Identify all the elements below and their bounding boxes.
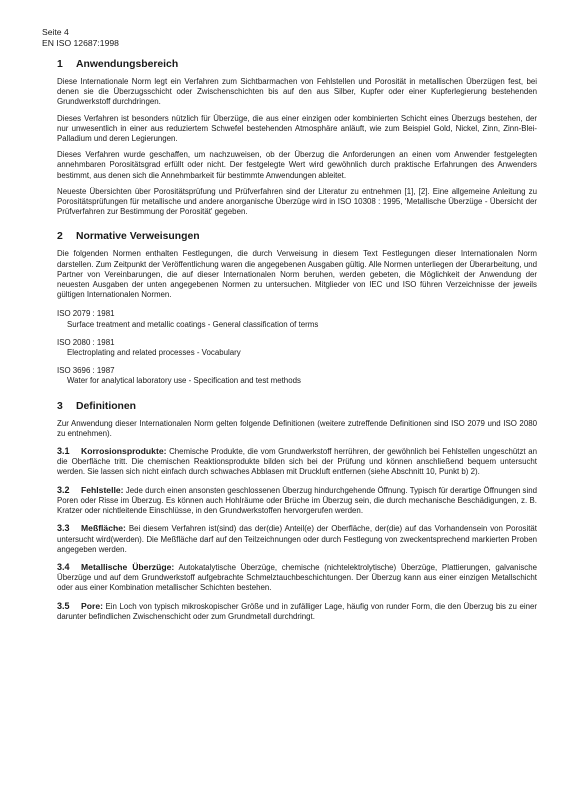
definition-text: Bei diesem Verfahren ist(sind) das der(die) Anteil(e) der Oberfläche, der(die) auf das Vorhandensein von Porosität untersucht wird(werden). Die Meßfläche darf auf den Teilzeichnungen oder durch Festlegung von zweckentsprechend markierten Proben angegeben werden. — [57, 524, 537, 554]
section-1-paragraph-3: Dieses Verfahren wurde geschaffen, um nachzuweisen, ob der Überzug die Anforderungen an einen vom Anwender festgelegten annehmbaren Porositätsgrad erfüllt oder nicht. Der festgelegte Wert wird gewöhnlich durch praktische Erfahrungen des Anwenders bestimmt, aus denen sich die Annehmbarkeit für bestimmte Anwendungen ableitet. — [57, 150, 537, 180]
definition-term: Fehlstelle: — [81, 484, 124, 495]
reference-title: Surface treatment and metallic coatings - General classification of terms — [67, 319, 319, 329]
definition-3-5 — [57, 601, 537, 622]
reference-code: ISO 2080 : 1981 — [57, 337, 115, 347]
reference-title: Water for analytical laboratory use - Specification and test methods — [67, 376, 301, 386]
definition-number: 3.5 — [57, 600, 70, 611]
definition-term: Meßfläche: — [81, 523, 126, 534]
section-title: Anwendungsbereich — [76, 59, 179, 70]
page-header — [42, 27, 119, 49]
section-title: Normative Verweisungen — [76, 231, 200, 243]
section-1-paragraph-4: Neueste Übersichten über Porositätsprüfung und Prüfverfahren sind der Literatur zu entnehmen [1], [2]. Eine allgemeine Anleitung zu Porositätsprüfungen für metallische und andere anorganische Überzüge wird in ISO 10308 : 1995, 'Metallische Überzüge - Übersicht der Prüfverfahren zur Bestimmung der Porosität' gegeben. — [57, 186, 537, 217]
definition-text: Ein Loch von typisch mikroskopischer Größe und in zufälliger Lage, häufig von runder Form, die den Überzug bis zu einer darunter befindlichen Zwischenschicht oder zum Grundmetall durchdringt. — [57, 601, 537, 621]
definition-3-1 — [57, 446, 537, 478]
section-2-heading — [57, 231, 537, 243]
definition-term: Pore: — [81, 600, 103, 611]
definition-3-2 — [57, 485, 537, 517]
section-1-paragraph-1: Diese Internationale Norm legt ein Verfahren zum Sichtbarmachen von Fehlstellen und Porosität in metallischen Überzügen fest, bei denen sie die Überzugsschicht oder Zwischenschichten bis auf den aus Silber, Kupfer oder einer Kupferlegierung bestehenden Grundwerkstoff durchdringen. — [57, 77, 537, 107]
section-title: Definitionen — [76, 400, 137, 412]
definition-number: 3.4 — [57, 561, 70, 572]
section-1-heading — [57, 59, 537, 71]
section-2-paragraph-1: Die folgenden Normen enthalten Festlegungen, die durch Verweisung in diesem Text Festlegungen dieser Internationalen Norm darstellen. Zum Zeitpunkt der Veröffentlichung waren die angegebenen Ausgaben gültig. Alle Normen unterliegen der Überarbeitung, und Partner von Vereinbarungen, die auf dieser Internationalen Norm beruhen, werden gebeten, die Möglichkeit der Anwendung der neuesten Ausgaben der unten angegebenen Normen zu untersuchen. Mitglieder von IEC und ISO führen Verzeichnisse der jeweils gültigen Internationalen Normen. — [57, 249, 537, 300]
page-number: Seite 4 — [42, 27, 69, 37]
section-number: 2 — [57, 231, 63, 243]
definition-term: Korrosionsprodukte: — [81, 446, 167, 457]
reference-code: ISO 2079 : 1981 — [57, 309, 115, 319]
definition-text: Autokatalytische Überzüge, chemische (nichtelektrolytische) Überzüge, Plattierungen, galvanische Überzüge und auf dem Grundwerkstoff aufgebrachte Schmelztauchbeschichtungen. Der Überzug kann aus einer einzigen Metallschicht oder aus einer Kombination metallischer Schichten bestehen. — [57, 562, 537, 593]
standard-designation: EN ISO 12687:1998 — [42, 38, 119, 48]
definition-number: 3.1 — [57, 446, 70, 457]
definition-3-3 — [57, 523, 537, 555]
normative-reference — [57, 309, 537, 329]
section-number: 1 — [57, 59, 63, 70]
reference-title: Electroplating and related processes - Vocabulary — [67, 348, 241, 358]
normative-reference — [57, 366, 537, 386]
definition-text: Jede durch einen ansonsten geschlossenen Überzug hindurchgehende Öffnung. Typisch für derartige Öffnungen sind Poren oder Risse im Überzug. Es können auch Hohlräume oder Brüche im Überzug sein, die durch mechanische Beschädigungen, z. B. Kratzer oder nichtleitende Einschlüsse, in den Grundwerkstoffen hervorgerufen werden. — [57, 485, 537, 516]
section-3-intro: Zur Anwendung dieser Internationalen Norm gelten folgende Definitionen (weitere zutreffende Definitionen sind ISO 2079 und ISO 2080 zu entnehmen). — [57, 418, 537, 438]
section-3-heading — [57, 401, 537, 413]
definition-term: Metallische Überzüge: — [81, 561, 175, 572]
section-1-paragraph-2: Dieses Verfahren ist besonders nützlich für Überzüge, die aus einer einzigen oder kombinierten Schicht eines Überzugs bestehen, der nur unwesentlich in einer aus reduziertem Schwefel bestehenden Atmosphäre anläuft, wie zum Beispiel Gold, Nickel, Zinn, Zinn-Blei-Palladium und deren Legierungen. — [57, 113, 537, 144]
definition-text: Chemische Produkte, die vom Grundwerkstoff herrühren, der gewöhnlich bei Fehlstellen ungeschützt an die Oberfläche tritt. Die chemischen Reaktionsprodukte bilden sich bei der Prüfung und können anschließend bequem untersucht werden. Sie lassen sich nicht einfach durch schwaches Abblasen mit Druckluft entfernen (siehe Abschnitt 10, Punkt b) 2). — [57, 447, 537, 477]
page-content — [57, 59, 537, 622]
definition-number: 3.3 — [57, 523, 70, 534]
definition-number: 3.2 — [57, 484, 70, 495]
normative-reference — [57, 338, 537, 358]
reference-code: ISO 3696 : 1987 — [57, 366, 115, 376]
section-number: 3 — [57, 400, 63, 412]
definition-3-4 — [57, 562, 537, 594]
